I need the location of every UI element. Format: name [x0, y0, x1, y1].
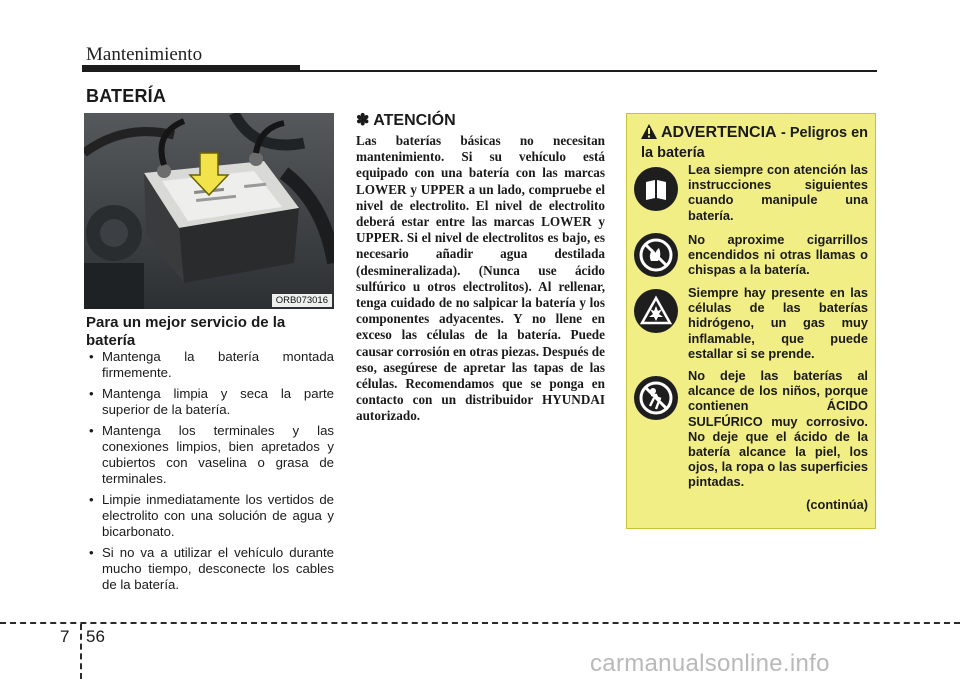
section-title: BATERÍA: [86, 86, 167, 106]
list-item: • Mantenga los terminales y las conexiones limpios, bien apretados y cubiertos con vaselina o grasa de terminales.: [86, 423, 334, 487]
chapter-number: 7: [60, 627, 70, 646]
page-number: 56: [86, 627, 105, 646]
warning-text-4: No deje las baterías al alcance de los niños, porque contienen ÁCIDO SULFÚRICO muy corrosivo. No deje que el ácido de la batería alcance la piel, los ojos, la ropa o las superficies pintadas.: [688, 368, 868, 490]
warning-triangle-icon: [641, 124, 657, 144]
warning-heading: [641, 124, 871, 162]
header-bar: [82, 65, 300, 72]
list-item: • Si no va a utilizar el vehículo durante mucho tiempo, desconecte los cables de la batería.: [86, 545, 334, 593]
list-item: • Mantenga limpia y seca la parte superior de la batería.: [86, 386, 334, 418]
warning-title: ADVERTENCIA: [661, 124, 777, 141]
attention-body: Las baterías básicas no necesitan mantenimiento. Si su vehículo está equipado con una batería con las marcas LOWER y UPPER a un lado, compruebe el nivel de electrolito. El nivel de electrolito deberá estar entre las marcas LOWER y UPPER. Si el nivel de electrolitos es bajo, es necesario añadir agua destilada (desmineralizada). (Nunca use ácido sulfúrico u otros electrolitos). Al rellenar, tenga cuidado de no salpicar la batería y los componentes adyacentes. Y no llene en exceso las células de la batería. Puede causar corrosión en otras piezas. Después de eso, asegúrese de apretar las tapas de las células. Recomendamos que se ponga en contacto con un distribuidor HYUNDAI autorizado.: [356, 133, 605, 424]
chapter-title: Mantenimiento: [86, 44, 203, 65]
warning-text-2: No aproxime cigarrillos encendidos ni otras llamas o chispas a la batería.: [688, 232, 868, 278]
maintenance-list: [86, 349, 334, 598]
list-item: • Limpie inmediatamente los vertidos de electrolito con una solución de agua y bicarbonato.: [86, 492, 334, 540]
watermark: carmanualsonline.info: [590, 650, 830, 677]
warning-text-1: Lea siempre con atención las instrucciones siguientes cuando manipule una batería.: [688, 162, 868, 223]
warning-subtitle: - Peligros en la batería: [641, 125, 869, 161]
explosion-hazard-icon: [634, 289, 678, 333]
footer-rule: [0, 622, 960, 624]
list-item: • Mantenga la batería montada firmemente.: [86, 349, 334, 381]
warning-text-3: Siempre hay presente en las células de las baterías hidrógeno, un gas muy inflamable, que puede estallar si se prende.: [688, 285, 868, 361]
photo-code: ORB073016: [272, 294, 332, 307]
subheading: Para un mejor servicio de la batería: [86, 314, 286, 349]
attention-heading: ✽ ATENCIÓN: [356, 112, 456, 129]
battery-photo: [84, 113, 334, 309]
keep-away-children-icon: [634, 376, 678, 420]
no-smoking-flames-icon: [634, 233, 678, 277]
footer-divider: [80, 624, 82, 679]
battery-illustration: [84, 113, 334, 309]
continued-label: (continúa): [806, 497, 868, 512]
header-rule: [300, 70, 877, 72]
read-manual-icon: [634, 167, 678, 211]
